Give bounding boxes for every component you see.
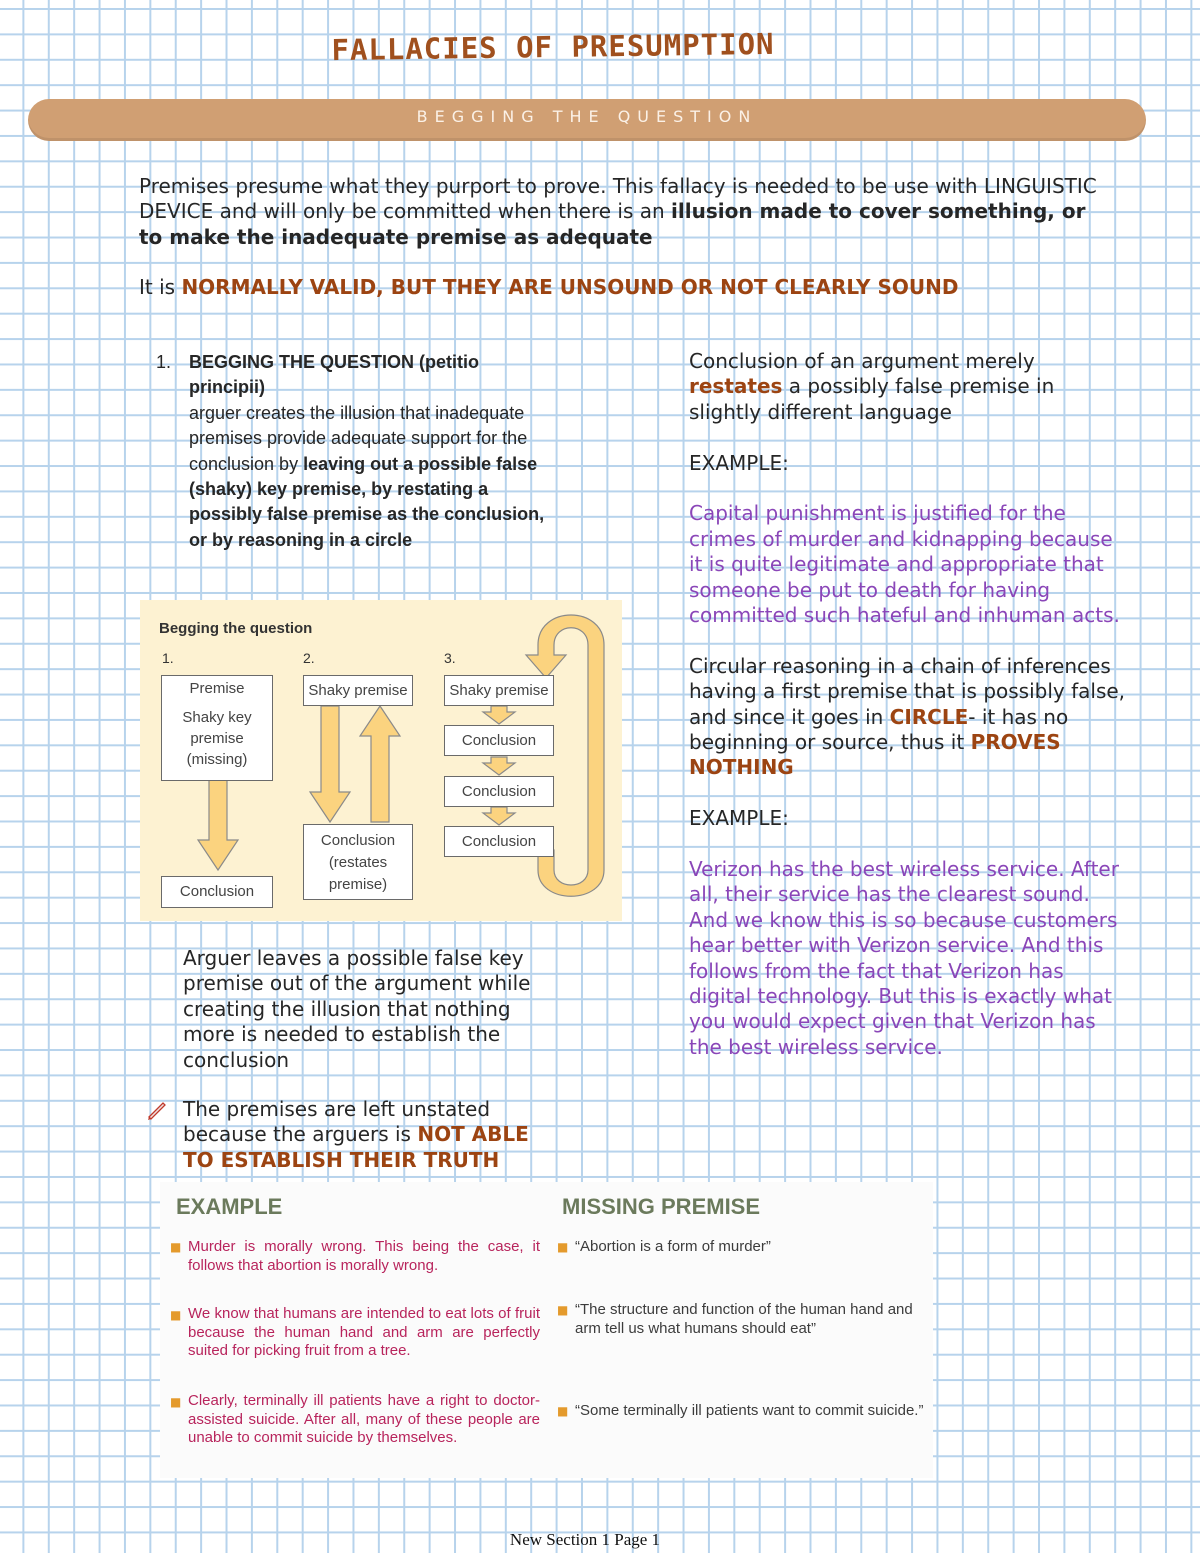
- item1-block: [189, 350, 549, 553]
- bullet-icon: ■: [170, 1308, 182, 1322]
- shaky-premise-box-3: Shaky premise: [444, 675, 554, 706]
- premise-label: Premise: [189, 680, 245, 697]
- conclusion-restates-box: [303, 824, 413, 900]
- bullet-icon: ■: [557, 1240, 569, 1254]
- item-number: 1.: [156, 352, 172, 372]
- banner-text: BEGGING THE QUESTION: [416, 107, 758, 126]
- table-row-example: Clearly, terminally ill patients have a right to doctor-assisted suicide. After all, many of these people are unable to commit suicide by themselves.: [188, 1392, 540, 1446]
- conclusion-box-3c: Conclusion: [444, 826, 554, 857]
- down-arrow-icon: [483, 807, 515, 825]
- example-label-2: EXAMPLE:: [689, 806, 789, 831]
- intro-bold-text: illusion made to cover something, or to make the inadequate premise as adequate: [139, 199, 1086, 249]
- conclusion-box-1: Conclusion: [161, 876, 273, 908]
- table-row-missing: “Some terminally ill patients want to commit suicide.”: [575, 1402, 924, 1419]
- missing-premise-label: Shaky key premise (missing): [182, 709, 252, 768]
- bullet-icon: ■: [557, 1404, 569, 1418]
- item1-description-bold: leaving out a possible false (shaky) key premise, by restating a possibly false premise as the conclusion, or by reasoning in a circle: [189, 453, 545, 550]
- conclusion-box-3a: Conclusion: [444, 725, 554, 756]
- circular-text-mid: - it has no beginning or source, thus it: [689, 704, 1069, 755]
- left-note-2-text: The premises are left unstated because the arguers is: [183, 1097, 491, 1147]
- circular-text: Circular reasoning in a chain of inferences having a first premise that is possibly false, and since it goes in: [689, 653, 1126, 729]
- page-footer: New Section 1 Page 1: [509, 1530, 661, 1549]
- validity-emphasis: NORMALLY VALID, BUT THEY ARE UNSOUND OR NOT CLEARLY SOUND: [181, 275, 959, 299]
- table-header-missing-premise: MISSING PREMISE: [562, 1194, 761, 1219]
- diagram-number-3: 3.: [444, 650, 456, 666]
- restates-emphasis: restates: [689, 374, 783, 399]
- conclusion-box-3b: Conclusion: [444, 776, 554, 807]
- table-header-example: EXAMPLE: [176, 1194, 283, 1219]
- table-row-missing: “Abortion is a form of murder”: [575, 1238, 771, 1255]
- item1-description: arguer creates the illusion that inadequate premises provide adequate support for the conclusion by: [189, 402, 528, 474]
- bullet-icon: ■: [170, 1395, 182, 1409]
- left-note-2-emphasis: NOT ABLE TO ESTABLISH THEIR TRUTH: [183, 1122, 529, 1172]
- diagram-number-2: 2.: [303, 650, 315, 666]
- restates-text: Conclusion of an argument merely: [689, 349, 1035, 373]
- item1-heading: BEGGING THE QUESTION (petitio principii): [189, 352, 480, 398]
- validity-prefix: It is: [139, 275, 182, 299]
- intro-paragraph: [139, 174, 1099, 250]
- pen-icon: [146, 1098, 168, 1120]
- down-arrow-icon: [198, 780, 238, 870]
- intro-text: Premises presume what they purport to prove. This fallacy is needed to be use with LINGUISTIC DEVICE and will only be committed when there is an: [139, 174, 1097, 224]
- example-text-1: Capital punishment is justified for the crimes of murder and kidnapping because it is quite legitimate and appropriate that someone be put to death for having committed such hateful and inhuman acts.: [689, 501, 1120, 628]
- premise-box: [161, 675, 273, 781]
- circle-emphasis: CIRCLE: [889, 704, 969, 729]
- table-row-example: We know that humans are intended to eat lots of fruit because the human hand and arm are perfectly suited for picking fruit from a tree.: [188, 1305, 540, 1359]
- table-row-example: Murder is morally wrong. This being the case, it follows that abortion is morally wrong.: [188, 1238, 540, 1274]
- example-missing-premise-table: [160, 1182, 933, 1478]
- down-arrow-icon: [310, 706, 350, 822]
- left-note-1: Arguer leaves a possible false key premise out of the argument while creating the illusion that nothing more is needed to establish the conclusion: [183, 946, 531, 1072]
- restates-paragraph: [689, 349, 1129, 425]
- proves-nothing-emphasis: PROVES NOTHING: [689, 730, 1061, 780]
- up-arrow-icon: [360, 706, 400, 822]
- example-label-1: EXAMPLE:: [689, 450, 789, 475]
- right-column: [689, 349, 1129, 1060]
- page-title: FALLACIES OF PRESUMPTION: [331, 26, 775, 68]
- left-note-2: [183, 1097, 563, 1173]
- example-text-2: Verizon has the best wireless service. After all, their service has the clearest sound. And we know this is so because customers hear better with Verizon service. And this follows from the fact that Verizon has digital technology. But this is exactly what you would expect given that Verizon has the best wireless service.: [689, 857, 1119, 1059]
- shaky-premise-box-2: Shaky premise: [303, 675, 413, 706]
- down-arrow-icon: [483, 706, 515, 724]
- begging-question-diagram: [140, 600, 622, 921]
- circular-paragraph: [689, 654, 1129, 781]
- down-arrow-icon: [483, 757, 515, 775]
- validity-note: [139, 275, 1099, 300]
- conclusion-restates-label: Conclusion (restates premise): [320, 832, 396, 893]
- bullet-icon: ■: [170, 1240, 182, 1254]
- bullet-icon: ■: [557, 1303, 569, 1317]
- diagram-title: Begging the question: [159, 620, 313, 637]
- restates-text-end: a possibly false premise in slightly different language: [689, 374, 1055, 424]
- table-row-missing: “The structure and function of the human hand and arm tell us what humans should eat”: [575, 1301, 913, 1337]
- diagram-number-1: 1.: [162, 650, 174, 666]
- section-banner: [28, 99, 1146, 141]
